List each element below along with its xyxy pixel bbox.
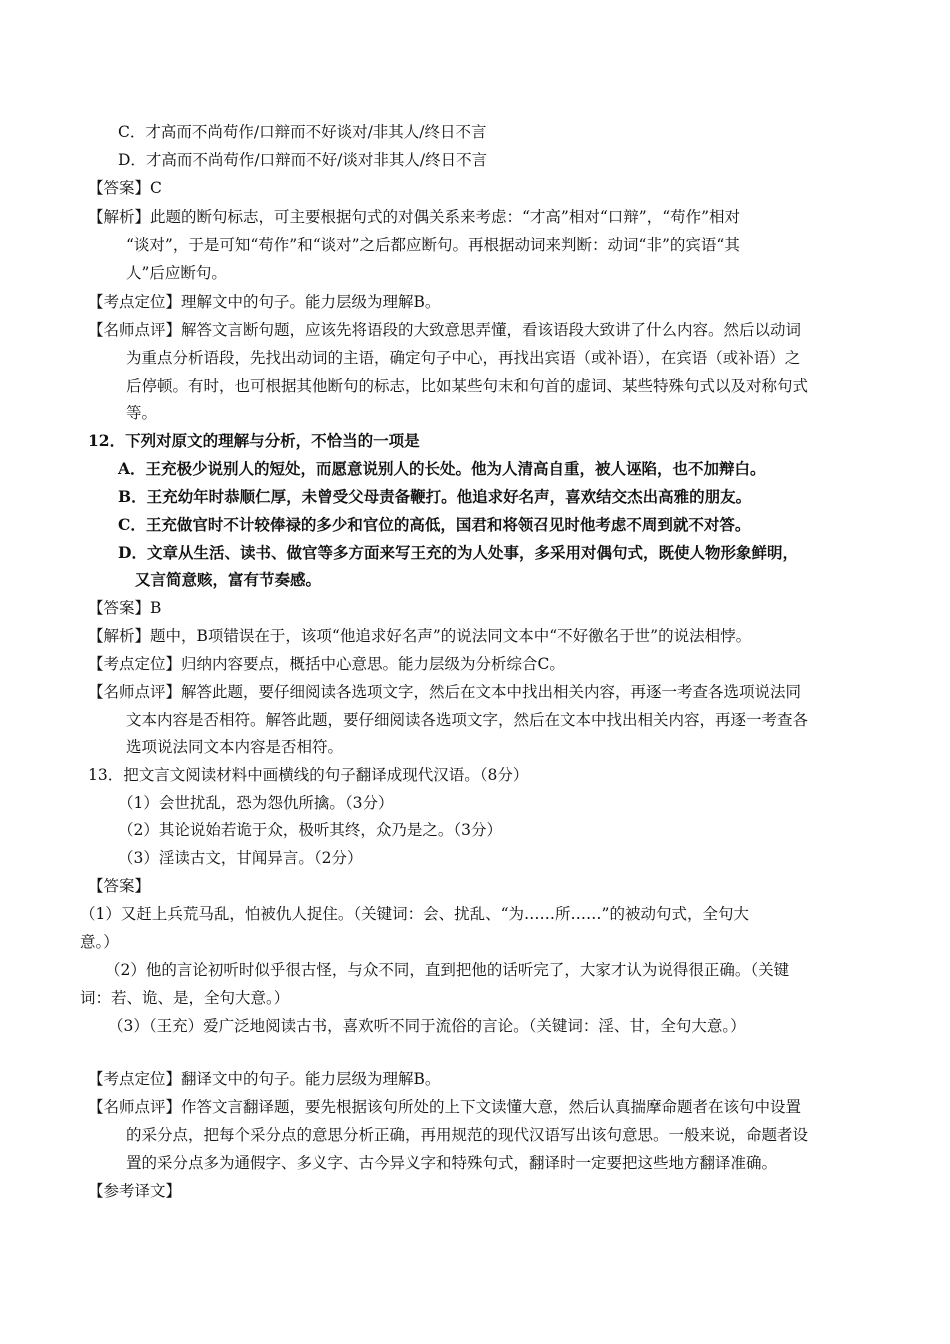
answer-label: 【答案】 (88, 877, 151, 895)
q12-option-b: B．王充幼年时恭顺仁厚，未曾受父母责备鞭打。他追求好名声，喜欢结交杰出高雅的朋友。 (118, 487, 752, 506)
q12-option-d-cont: 又言简意赅，富有节奏感。 (135, 570, 322, 589)
answer-line: 【答案】B (88, 599, 162, 617)
answer-line: 【答案】C (88, 179, 162, 197)
question-12-stem: 12．下列对原文的理解与分析，不恰当的一项是 (88, 431, 420, 450)
q13-sentence-1: （1）会世扰乱，恐为怨仇所擒。（3分） (118, 794, 394, 812)
q13-sentence-3: （3）淫读古文，甘闻异言。（2分） (118, 849, 363, 867)
comment-line: 【名师点评】作答文言翻译题，要先根据该句所处的上下文读懂大意，然后认真揣摩命题者在该句中设置 (88, 1098, 802, 1116)
comment-line: 的采分点，把每个采分点的意思分析正确，再用规范的现代汉语写出该句意思。一般来说，命题者设 (126, 1126, 809, 1144)
kaodian-line: 【考点定位】归纳内容要点，概括中心意思。能力层级为分析综合C。 (88, 655, 565, 673)
q13-answer-1-cont: 意。） (80, 933, 119, 951)
comment-line: 后停顿。有时，也可根据其他断句的标志，比如某些句末和句首的虚词、某些特殊句式以及对称句式 (126, 377, 809, 395)
question-13-stem: 13．把文言文阅读材料中画横线的句子翻译成现代汉语。（8分） (88, 766, 529, 784)
q12-option-d: D．文章从生活、读书、做官等多方面来写王充的为人处事，多采用对偶句式，既使人物形象鲜明， (118, 543, 798, 562)
q13-answer-3: （3）（王充）爱广泛地阅读古书，喜欢听不同于流俗的言论。（关键词：淫、甘，全句大意。） (108, 1017, 746, 1035)
comment-line: 等。 (126, 404, 158, 422)
analysis-line: “谈对”，于是可知“苟作”和“谈对”之后都应断句。再根据动词来判断：动词“非”的宾语“其 (126, 236, 740, 254)
q13-answer-1: （1）又赶上兵荒马乱，怕被仇人捉住。（关键词：会、扰乱、“为……所……”的被动句式，全句大 (80, 905, 749, 923)
analysis-line: 人”后应断句。 (126, 264, 227, 282)
comment-line: 【名师点评】解答此题，要仔细阅读各选项文字，然后在文本中找出相关内容，再逐一考查各选项说法同 (88, 683, 802, 701)
q12-option-a: A．王充极少说别人的短处，而愿意说别人的长处。他为人清高自重，被人诬陷，也不加辩白。 (118, 459, 766, 478)
q13-answer-2: （2）他的言论初听时似乎很古怪，与众不同，直到把他的话听完了，大家才认为说得很正确。（关键 (105, 961, 790, 979)
option-c: C．才高而不尚苟作/口辩而不好谈对/非其人/终日不言 (118, 123, 487, 141)
reference-translation-label: 【参考译文】 (88, 1182, 182, 1200)
analysis-line: 【解析】此题的断句标志，可主要根据句式的对偶关系来考虑：“才高”相对“口辩”，“苟作”相对 (88, 208, 741, 226)
q13-answer-2-cont: 词：若、诡、是，全句大意。） (80, 989, 290, 1007)
q12-option-c: C．王充做官时不计较俸禄的多少和官位的高低，国君和将领召见时他考虑不周到就不对答。 (118, 515, 751, 534)
comment-line: 选项说法同文本内容是否相符。 (126, 738, 344, 756)
kaodian-line: 【考点定位】理解文中的句子。能力层级为理解B。 (88, 293, 441, 311)
comment-line: 文本内容是否相符。解答此题，要仔细阅读各选项文字，然后在文本中找出相关内容，再逐一考查各 (126, 711, 809, 729)
q13-sentence-2: （2）其论说始若诡于众，极听其终，众乃是之。（3分） (118, 821, 502, 839)
analysis-line: 【解析】题中，B项错误在于，该项“他追求好名声”的说法同文本中“不好徼名于世”的说法相悖。 (88, 627, 752, 645)
comment-line: 为重点分析语段，先找出动词的主语，确定句子中心，再找出宾语（或补语），在宾语（或补语）之 (126, 349, 801, 367)
option-d: D．才高而不尚苟作/口辩而不好/谈对非其人/终日不言 (118, 151, 488, 169)
comment-line: 置的采分点多为通假字、多义字、古今异义字和特殊句式，翻译时一定要把这些地方翻译准确。 (126, 1154, 778, 1172)
comment-line: 【名师点评】解答文言断句题，应该先将语段的大致意思弄懂，看该语段大致讲了什么内容。然后以动词 (88, 321, 802, 339)
kaodian-line: 【考点定位】翻译文中的句子。能力层级为理解B。 (88, 1070, 441, 1088)
